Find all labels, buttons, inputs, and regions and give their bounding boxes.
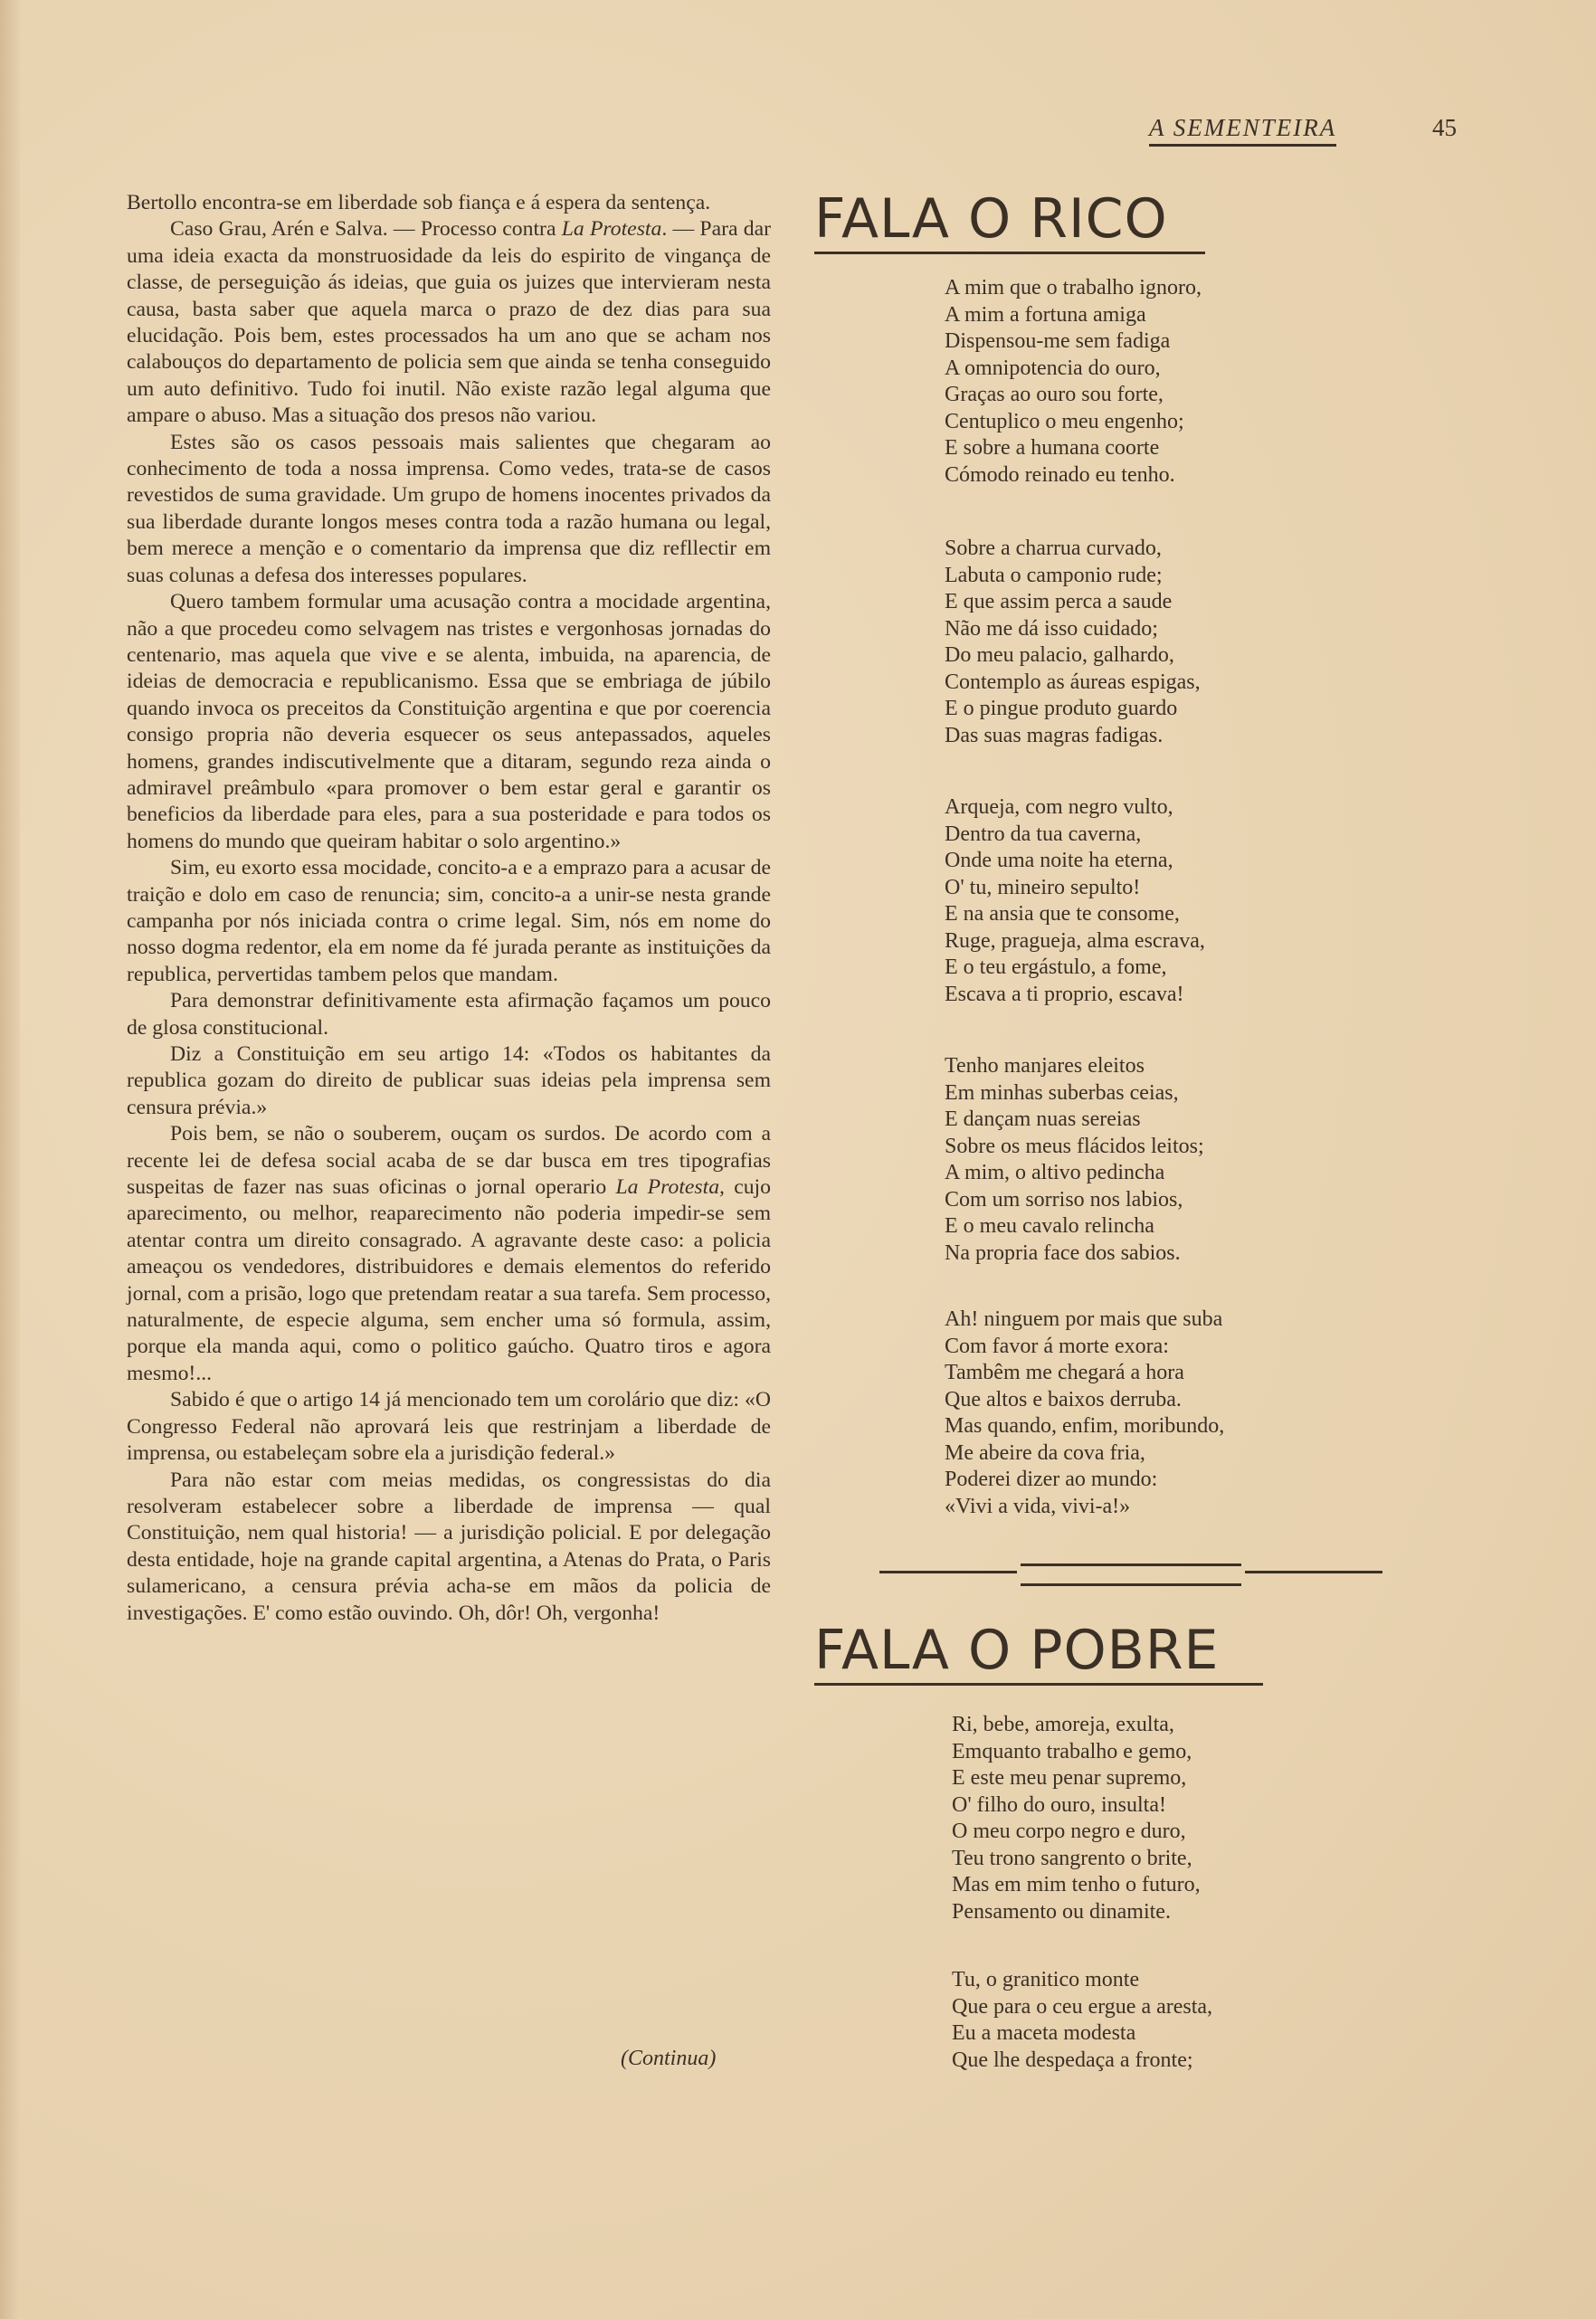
article-paragraph xyxy=(127,216,771,429)
article-paragraph xyxy=(127,855,771,988)
article-paragraph xyxy=(127,589,771,855)
poem-line: Arqueja, com negro vulto, xyxy=(945,795,1173,819)
article-paragraph xyxy=(127,988,771,1041)
paragraph-text: Para demonstrar definitivamente esta afirmação façamos um pouco de glosa constitucional. xyxy=(127,989,771,1040)
poem-line: E o meu cavalo relincha xyxy=(945,1214,1154,1238)
poem-line: Tu, o granitico monte xyxy=(952,1968,1140,1991)
article-paragraph xyxy=(127,1041,771,1121)
poem-stanza xyxy=(945,1307,1224,1520)
article-paragraph xyxy=(127,1468,771,1627)
article-paragraph xyxy=(127,190,771,216)
divider-rule-center xyxy=(1021,1563,1241,1566)
poem-line: O' tu, mineiro sepulto! xyxy=(945,875,1141,899)
poem-line: Dispensou-me sem fadiga xyxy=(945,329,1171,353)
poem-line: A mim a fortuna amiga xyxy=(945,302,1146,327)
poem-line: Que lhe despedaça a fronte; xyxy=(952,2048,1193,2072)
paragraph-text: Sabido é que o artigo 14 já mencionado tem um corolário que diz: «O Congresso Federal não aprovará leis que restrinjam a liberdade de imprensa, ou estabeleçam sobre ela a jurisdição federal.» xyxy=(127,1388,771,1466)
poem-line: A mim, o altivo pedincha xyxy=(945,1161,1165,1184)
divider-rule-right xyxy=(1245,1571,1382,1573)
poem-line: Contemplo as áureas espigas, xyxy=(945,670,1201,694)
poem-line: Labuta o camponio rude; xyxy=(945,563,1163,587)
paragraph-text: Bertollo encontra-se em liberdade sob fiança e á espera da sentença. xyxy=(127,191,711,214)
poem-line: Eu a maceta modesta xyxy=(952,2021,1136,2045)
poem-line: A mim que o trabalho ignoro, xyxy=(945,276,1202,299)
paragraph-text: Caso Grau, Arén e Salva. — Processo contra xyxy=(170,217,562,242)
poem-line: Teu trono sangrento o brite, xyxy=(952,1846,1192,1870)
divider-rule-center-low xyxy=(1021,1583,1241,1586)
poem-title-rico: FALA O RICO xyxy=(814,192,1205,254)
page-number: 45 xyxy=(1432,114,1457,141)
paragraph-text: . — Para dar uma ideia exacta da monstruosidade da leis do espirito de vingança de classe, de perseguição ás ideias, que guia os juizes que intervieram nesta causa, basta saber que aquela marca o prazo de dez dias para sua elucidação. Pois bem, estes processados ha um ano que se acham nos calabouços do departamento de policia sem que ainda se tenha conseguido um auto definitivo. Tudo foi inutil. Não existe razão legal alguma que ampare o abuso. Mas a situação dos presos não variou. xyxy=(127,217,771,428)
poem-line: Mas quando, enfim, moribundo, xyxy=(945,1414,1225,1438)
article-paragraph xyxy=(127,1121,771,1387)
article-paragraph xyxy=(127,430,771,589)
poem-line: Pensamento ou dinamite. xyxy=(952,1899,1171,1924)
poem-line: Sobre os meus flácidos leitos; xyxy=(945,1134,1204,1158)
poem-line: Tambêm me chegará a hora xyxy=(945,1361,1184,1384)
poem-line: Mas em mim tenho o futuro, xyxy=(952,1873,1201,1896)
poem-line: Dentro da tua caverna, xyxy=(945,822,1142,846)
poem-line: Ruge, pragueja, alma escrava, xyxy=(945,928,1205,953)
poem-line: Onde uma noite ha eterna, xyxy=(945,849,1173,872)
poem-line: E o pingue produto guardo xyxy=(945,697,1178,720)
poem-line: Do meu palacio, galhardo, xyxy=(945,643,1174,667)
continua-note: (Continua) xyxy=(621,2047,717,2070)
poem-line: Poderei dizer ao mundo: xyxy=(945,1468,1158,1491)
italic-title: La Protesta, xyxy=(615,1175,725,1200)
poem-line: Centuplico o meu engenho; xyxy=(945,409,1184,433)
poem-line: E que assim perca a saude xyxy=(945,590,1173,613)
poem-stanza xyxy=(945,275,1202,489)
poem-line: Das suas magras fadigas. xyxy=(945,723,1164,747)
poem-line: Na propria face dos sabios. xyxy=(945,1240,1181,1265)
poem-line: Escava a ti proprio, escava! xyxy=(945,982,1184,1006)
paragraph-text: cujo aparecimento, ou melhor, reaparecimento não poderia impedir-se sem atentar contra um direito consagrado. A agravante deste caso: a policia ameaçou os vendedores, distribuidores e demais elementos do referido jornal, com a prisão, logo que pretendam reatar a sua tarefa. Sem processo, naturalmente, de especie alguma, sem encher uma só formula, assim, porque ela manda aqui, como o politico gaúcho. Quatro tiros e agora mesmo!... xyxy=(127,1175,771,1385)
poem-line: Cómodo reinado eu tenho. xyxy=(945,462,1175,487)
poem-line: E sobre a humana coorte xyxy=(945,436,1160,460)
poem-title-pobre: FALA O POBRE xyxy=(814,1623,1263,1686)
running-head xyxy=(1149,114,1457,147)
poem-line: Emquanto trabalho e gemo, xyxy=(952,1739,1192,1763)
paragraph-text: Quero tambem formular uma acusação contra a mocidade argentina, não a que procedeu como selvagem nas tristes e vergonhosas jornadas do centenario, mas aquela que vive e se alenta, imbuida, na aparencia, de ideias de democracia e republicanismo. Essa que se embriaga de júbilo quando invoca os preceitos da Constituição argentina e que por coerencia consigo propria não deveria esquecer os seus antepassados, aqueles homens, grandes indiscutivelmente que a ditaram, segundo reza ainda o admiravel preâmbulo «para promover o bem estar geral e garantir os beneficios da liberdade para eles, para a sua posteridade e para todos os homens do mundo que queiram habitar o solo argentino.» xyxy=(127,590,771,853)
poem-line: Que para o ceu ergue a aresta, xyxy=(952,1994,1213,2019)
paragraph-text: Diz a Constituição em seu artigo 14: «Todos os habitantes da republica gozam do direito de publicar suas ideias pela imprensa sem censura prévia.» xyxy=(127,1042,771,1119)
poem-line: E dançam nuas sereias xyxy=(945,1107,1141,1131)
poem-line: Com favor á morte exora: xyxy=(945,1334,1169,1358)
poem-line: Me abeire da cova fria, xyxy=(945,1440,1145,1465)
poem-line: Que altos e baixos derruba. xyxy=(945,1387,1182,1411)
paragraph-text: Sim, eu exorto essa mocidade, concito-a e a emprazo para a acusar de traição e dolo em caso de renuncia; sim, concito-a a unir-se nesta grande campanha por nós iniciada contra o crime legal. Sim, nós em nome do nosso dogma redentor, ela em nome da fé jurada perante as instituições da republica, pervertidas tambem pelos que mandam. xyxy=(127,856,771,986)
poem-line: O meu corpo negro e duro, xyxy=(952,1820,1186,1843)
paragraph-text: Para não estar com meias medidas, os congressistas do dia resolveram estabelecer sobre a liberdade de imprensa — qual Constituição, nem qual historia! — a jurisdição policial. E por delegação desta entidade, hoje na grande capital argentina, a Atenas do Prata, o Paris sulamericano, a censura prévia acha-se em mãos da policia de investigações. E' como estão ouvindo. Oh, dôr! Oh, vergonha! xyxy=(127,1468,771,1625)
poem-line: Tenho manjares eleitos xyxy=(945,1054,1145,1078)
poem-line: Não me dá isso cuidado; xyxy=(945,616,1158,641)
paragraph-text: Estes são os casos pessoais mais salientes que chegaram ao conhecimento de toda a nossa imprensa. Como vedes, trata-se de casos revestidos de suma gravidade. Um grupo de homens inocentes privados da sua liberdade durante longos meses contra toda a razão humana ou legal, bem merece a menção e o comentario da imprensa que diz refllectir em suas colunas a defesa dos interesses populares. xyxy=(127,430,771,587)
poem-line: Com um sorriso nos labios, xyxy=(945,1187,1183,1212)
paragraph-text: Pois bem, se não o souberem, ouçam os surdos. De acordo com a recente lei de defesa social acaba de se dar busca em tres tipografias suspeitas de fazer nas suas oficinas o jornal operario xyxy=(127,1122,771,1200)
divider-rule-left xyxy=(879,1571,1017,1573)
journal-name: A SEMENTEIRA xyxy=(1149,114,1336,147)
poem-line: Graças ao ouro sou forte, xyxy=(945,383,1164,406)
poem-stanza xyxy=(945,1053,1204,1267)
poem-stanza xyxy=(952,1712,1201,1925)
poem-line: O' filho do ouro, insulta! xyxy=(952,1792,1166,1817)
article-paragraph xyxy=(127,1387,771,1467)
poem-line: Ah! ninguem por mais que suba xyxy=(945,1307,1223,1331)
poem-stanza xyxy=(945,794,1205,1008)
poem-line: Em minhas suberbas ceias, xyxy=(945,1080,1179,1105)
poem-line: E este meu penar supremo, xyxy=(952,1766,1187,1790)
page-edge xyxy=(0,0,20,2319)
poem-line: Sobre a charrua curvado, xyxy=(945,537,1162,560)
poem-line: «Vivi a vida, vivi-a!» xyxy=(945,1494,1131,1518)
poem-stanza xyxy=(945,536,1201,749)
italic-title: La Protesta xyxy=(561,217,662,242)
article-column xyxy=(127,190,771,1627)
poem-line: Ri, bebe, amoreja, exulta, xyxy=(952,1713,1174,1736)
poem-line: A omnipotencia do ouro, xyxy=(945,356,1161,380)
poem-line: E o teu ergástulo, a fome, xyxy=(945,955,1167,979)
poem-line: E na ansia que te consome, xyxy=(945,902,1180,926)
poem-stanza xyxy=(952,1967,1212,2074)
